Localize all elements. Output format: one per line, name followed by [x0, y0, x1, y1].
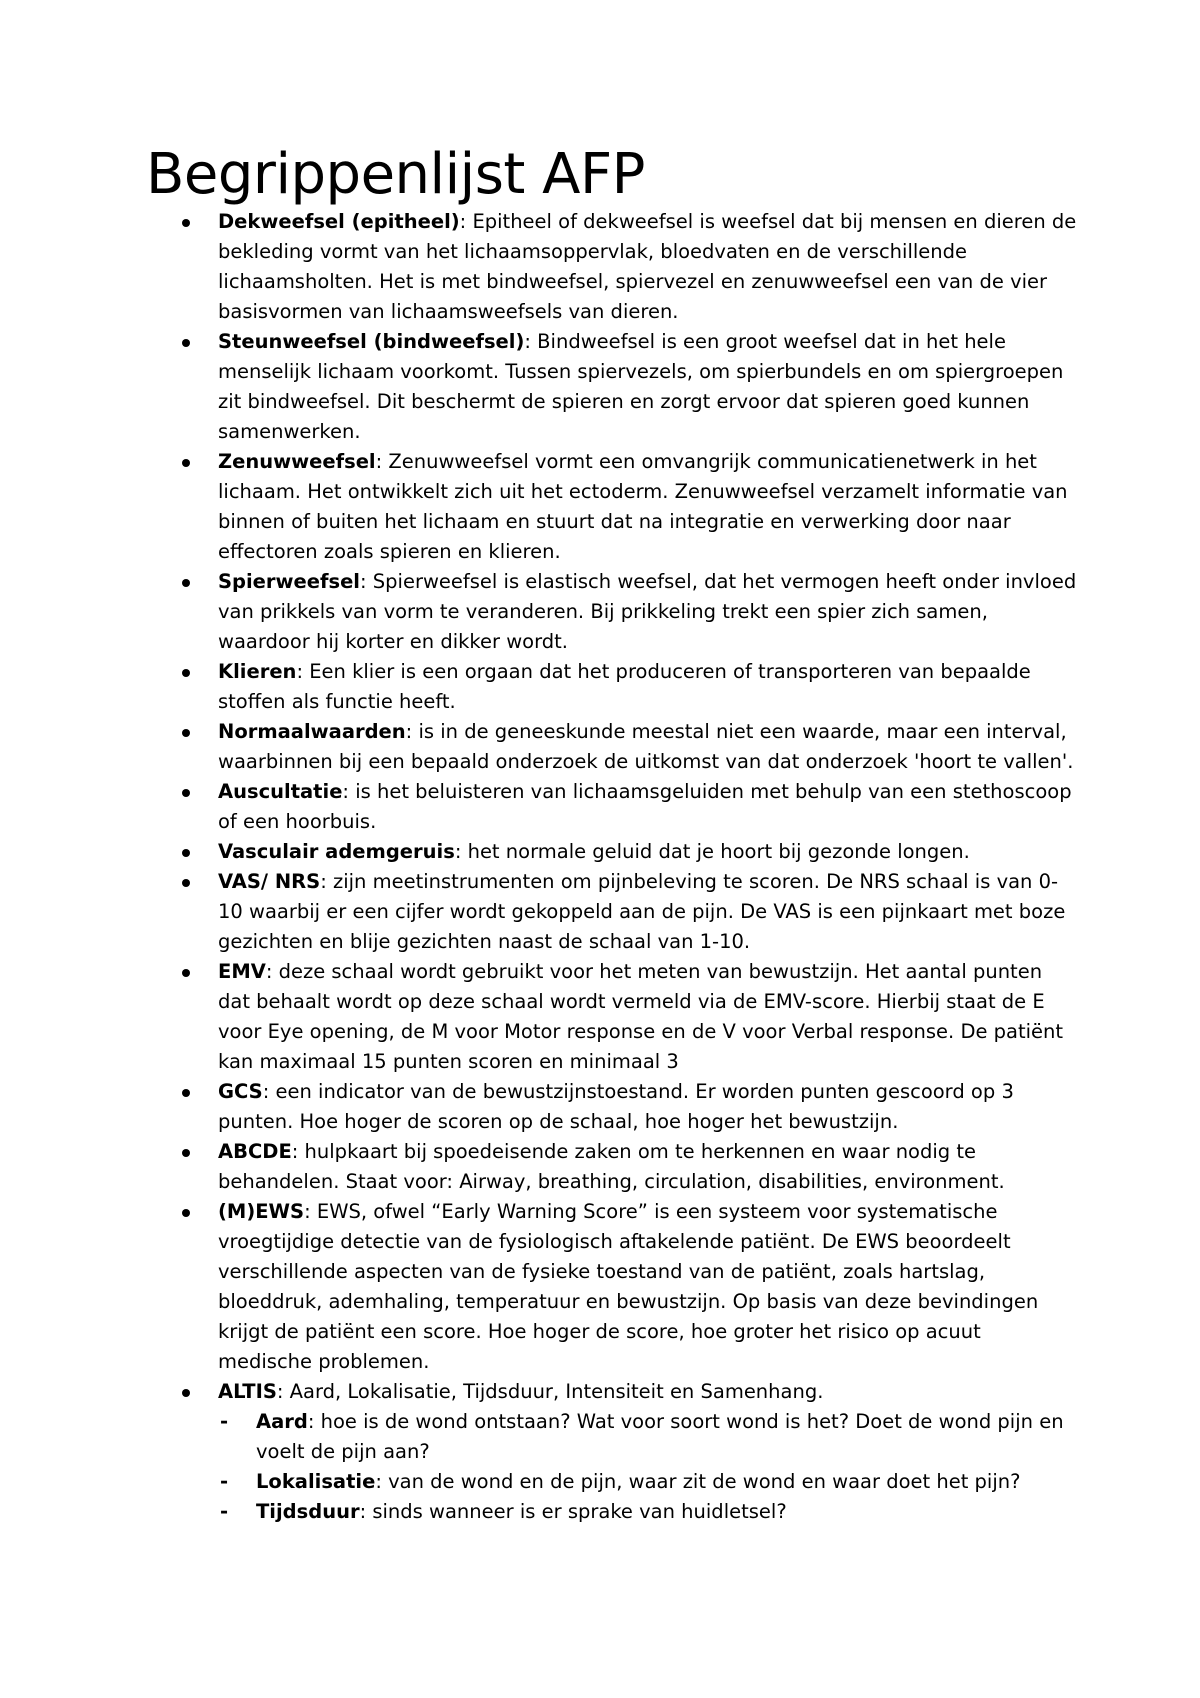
- term-list: [180, 207, 1080, 1527]
- list-item-mews: [180, 1197, 1080, 1377]
- bullet-icon: [182, 339, 190, 347]
- bullet-icon: [182, 729, 190, 737]
- sub-term-definition: : hoe is de wond ontstaan? Wat voor soort wond is het? Doet de wond pijn en voelt de pijn aan?: [256, 1410, 1064, 1463]
- term-definition: : deze schaal wordt gebruikt voor het meten van bewustzijn. Het aantal punten dat behaalt wordt op deze schaal wordt vermeld via de EMV-score. Hierbij staat de E voor Eye opening, de M voor Motor response en de V voor Verbal response. De patiënt kan maximaal 15 punten scoren en minimaal 3: [218, 960, 1064, 1073]
- sub-term-name: Lokalisatie: [256, 1470, 376, 1493]
- term-name: Vasculair ademgeruis: [218, 840, 455, 863]
- term-name: VAS/ NRS: [218, 870, 321, 893]
- term-name: Steunweefsel (bindweefsel): [218, 330, 525, 353]
- list-item-altis: [180, 1377, 1080, 1527]
- sub-item-aard: [218, 1407, 1080, 1467]
- term-definition: : is het beluisteren van lichaamsgeluiden met behulp van een stethoscoop of een hoorbuis.: [218, 780, 1072, 833]
- bullet-icon: [182, 669, 190, 677]
- dash-icon: -: [220, 1410, 229, 1433]
- term-name: Klieren: [218, 660, 297, 683]
- term-definition: : Een klier is een orgaan dat het produceren of transporteren van bepaalde stoffen als functie heeft.: [218, 660, 1031, 713]
- page-title: Begrippenlijst AFP: [146, 142, 645, 207]
- term-name: Normaalwaarden: [218, 720, 406, 743]
- list-item-vas-nrs: [180, 867, 1080, 957]
- term-name: Dekweefsel (epitheel): [218, 210, 460, 233]
- dash-icon: -: [220, 1500, 229, 1523]
- bullet-icon: [182, 789, 190, 797]
- term-definition: : hulpkaart bij spoedeisende zaken om te herkennen en waar nodig te behandelen. Staat voor: Airway, breathing, circulation, disabilities, environment.: [218, 1140, 1005, 1193]
- term-name: Zenuwweefsel: [218, 450, 376, 473]
- bullet-icon: [182, 879, 190, 887]
- term-definition: : Bindweefsel is een groot weefsel dat in het hele menselijk lichaam voorkomt. Tussen spiervezels, om spierbundels en om spiergroepen zit bindweefsel. Dit beschermt de spieren en zorgt ervoor dat spieren goed kunnen samenwerken.: [218, 330, 1064, 443]
- term-definition: : Spierweefsel is elastisch weefsel, dat het vermogen heeft onder invloed van prikkels van vorm te veranderen. Bij prikkeling trekt een spier zich samen, waardoor hij korter en dikker wordt.: [218, 570, 1077, 653]
- bullet-icon: [182, 969, 190, 977]
- list-item-normaalwaarden: [180, 717, 1080, 777]
- sub-item-lokalisatie: [218, 1467, 1080, 1497]
- list-item-auscultatie: [180, 777, 1080, 837]
- list-item-zenuwweefsel: [180, 447, 1080, 567]
- bullet-icon: [182, 1389, 190, 1397]
- term-definition: : het normale geluid dat je hoort bij gezonde longen.: [454, 840, 970, 863]
- altis-sub-list: [218, 1407, 1080, 1527]
- term-name: ALTIS: [218, 1380, 277, 1403]
- term-name: GCS: [218, 1080, 263, 1103]
- term-definition: : Aard, Lokalisatie, Tijdsduur, Intensiteit en Samenhang.: [276, 1380, 824, 1403]
- bullet-icon: [182, 1209, 190, 1217]
- list-item-gcs: [180, 1077, 1080, 1137]
- term-definition: : EWS, ofwel “Early Warning Score” is een systeem voor systematische vroegtijdige detectie van de fysiologisch aftakelende patiënt. De EWS beoordeelt verschillende aspecten van de fysieke toestand van de patiënt, zoals hartslag, bloeddruk, ademhaling, temperatuur en bewustzijn. Op basis van deze bevindingen krijgt de patiënt een score. Hoe hoger de score, hoe groter het risico op acuut medische problemen.: [218, 1200, 1039, 1373]
- sub-term-definition: : van de wond en de pijn, waar zit de wond en waar doet het pijn?: [375, 1470, 1021, 1493]
- term-definition: : Epitheel of dekweefsel is weefsel dat bij mensen en dieren de bekleding vormt van het lichaamsoppervlak, bloedvaten en de verschillende lichaamsholten. Het is met bindweefsel, spiervezel en zenuwweefsel een van de vier basisvormen van lichaamsweefsels van dieren.: [218, 210, 1077, 323]
- term-name: (M)EWS: [218, 1200, 305, 1223]
- bullet-icon: [182, 459, 190, 467]
- list-item-klieren: [180, 657, 1080, 717]
- bullet-icon: [182, 1149, 190, 1157]
- sub-term-name: Tijdsduur: [256, 1500, 360, 1523]
- term-name: ABCDE: [218, 1140, 292, 1163]
- term-definition: : zijn meetinstrumenten om pijnbeleving te scoren. De NRS schaal is van 0-10 waarbij er een cijfer wordt gekoppeld aan de pijn. De VAS is een pijnkaart met boze gezichten en blije gezichten naast de schaal van 1-10.: [218, 870, 1066, 953]
- list-item-emv: [180, 957, 1080, 1077]
- term-name: Spierweefsel: [218, 570, 360, 593]
- list-item-spierweefsel: [180, 567, 1080, 657]
- sub-term-name: Aard: [256, 1410, 308, 1433]
- term-definition: : een indicator van de bewustzijnstoestand. Er worden punten gescoord op 3 punten. Hoe hoger de scoren op de schaal, hoe hoger het bewustzijn.: [218, 1080, 1014, 1133]
- list-item-vasculair-ademgeruis: [180, 837, 1080, 867]
- dash-icon: -: [220, 1470, 229, 1493]
- sub-term-definition: : sinds wanneer is er sprake van huidletsel?: [359, 1500, 787, 1523]
- sub-item-tijdsduur: [218, 1497, 1080, 1527]
- list-item-abcde: [180, 1137, 1080, 1197]
- term-definition: : Zenuwweefsel vormt een omvangrijk communicatienetwerk in het lichaam. Het ontwikkelt zich uit het ectoderm. Zenuwweefsel verzamelt informatie van binnen of buiten het lichaam en stuurt dat na integratie en verwerking door naar effectoren zoals spieren en klieren.: [218, 450, 1068, 563]
- bullet-icon: [182, 579, 190, 587]
- term-name: Auscultatie: [218, 780, 343, 803]
- list-item-steunweefsel: [180, 327, 1080, 447]
- list-item-dekweefsel: [180, 207, 1080, 327]
- bullet-icon: [182, 849, 190, 857]
- bullet-icon: [182, 1089, 190, 1097]
- term-definition: : is in de geneeskunde meestal niet een waarde, maar een interval, waarbinnen bij een bepaald onderzoek de uitkomst van dat onderzoek 'hoort te vallen'.: [218, 720, 1074, 773]
- bullet-icon: [182, 219, 190, 227]
- term-name: EMV: [218, 960, 266, 983]
